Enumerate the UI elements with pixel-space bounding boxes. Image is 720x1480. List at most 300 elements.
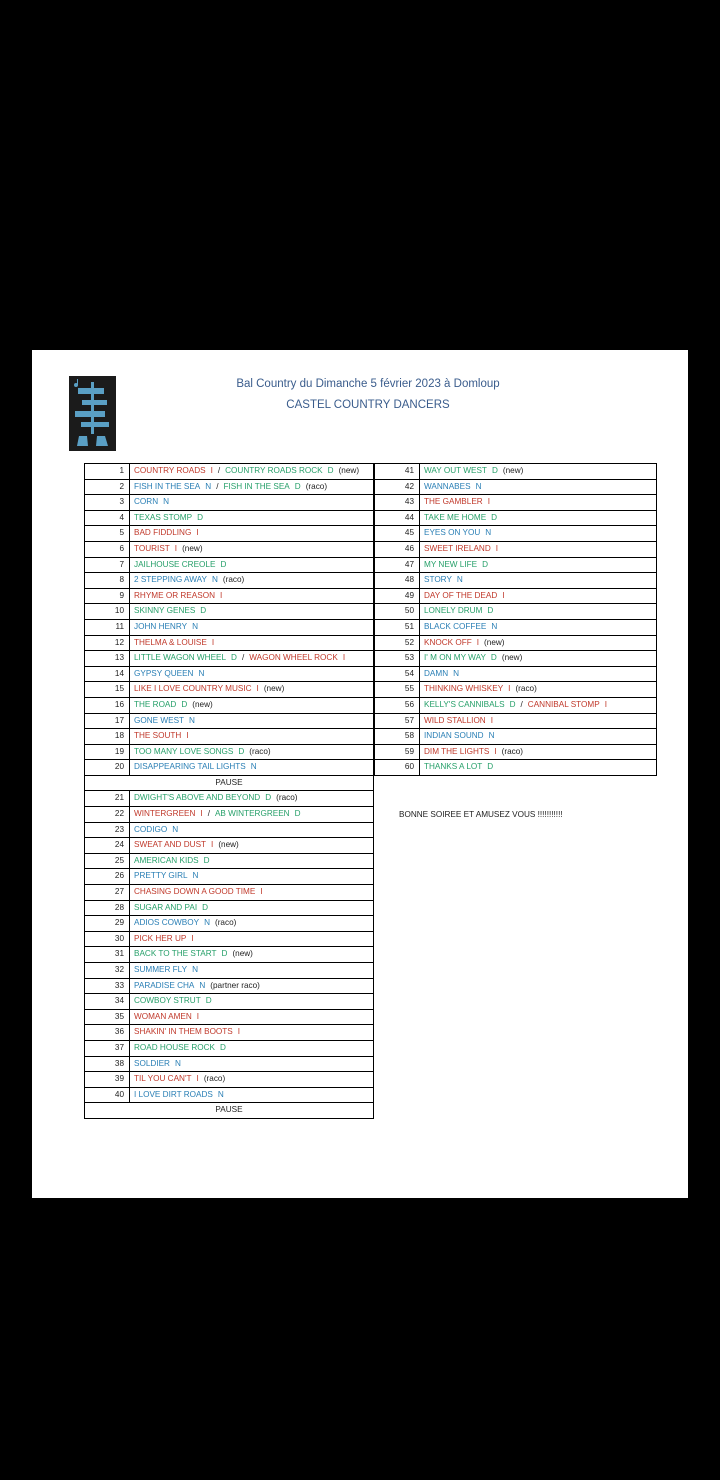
- table-row: [375, 697, 657, 713]
- song-entry: [130, 822, 374, 838]
- table-row: [85, 807, 374, 823]
- song-number: 42: [375, 479, 420, 495]
- separator: /: [216, 481, 219, 491]
- song-number: 53: [375, 651, 420, 667]
- level-code: D: [294, 809, 301, 819]
- song-entry: [130, 713, 374, 729]
- level-code: D: [200, 606, 207, 616]
- song-entry: [420, 464, 657, 480]
- song-title: GYPSY QUEEN: [134, 668, 194, 678]
- song-number: 28: [85, 900, 130, 916]
- song-title: SUGAR AND PAI: [134, 902, 198, 912]
- song-number: 24: [85, 838, 130, 854]
- song-number: 25: [85, 853, 130, 869]
- song-entry: [420, 635, 657, 651]
- song-number: 60: [375, 760, 420, 776]
- level-code: N: [189, 715, 195, 725]
- table-row: [85, 931, 374, 947]
- song-note: (new): [502, 466, 524, 475]
- table-row: [85, 994, 374, 1010]
- song-title: THE GAMBLER: [424, 497, 483, 507]
- song-number: 39: [85, 1072, 130, 1088]
- table-row: [375, 604, 657, 620]
- song-title: COUNTRY ROADS ROCK: [225, 466, 323, 475]
- song-entry: [130, 1009, 374, 1025]
- song-note: (new): [501, 653, 523, 663]
- song-entry: [130, 573, 374, 589]
- song-title: THE SOUTH: [134, 731, 182, 741]
- level-code: N: [456, 575, 463, 585]
- level-code: N: [491, 621, 498, 631]
- song-note: (new): [182, 543, 203, 553]
- table-row: [85, 900, 374, 916]
- level-code: N: [485, 528, 492, 538]
- song-note: (new): [232, 949, 253, 959]
- song-number: 17: [85, 713, 130, 729]
- separator: /: [520, 699, 523, 709]
- pause-label: PAUSE: [85, 1103, 374, 1119]
- table-row: [85, 541, 374, 557]
- table-row: [375, 510, 657, 526]
- level-code: D: [203, 855, 210, 865]
- song-entry: [130, 464, 374, 480]
- song-entry: [420, 557, 657, 573]
- song-title: THINKING WHISKEY: [424, 684, 504, 694]
- song-number: 50: [375, 604, 420, 620]
- table-row: [375, 495, 657, 511]
- song-note: (raco): [305, 481, 328, 491]
- level-code: I: [237, 1027, 241, 1037]
- song-title: FISH IN THE SEA: [134, 481, 201, 491]
- song-title: ADIOS COWBOY: [134, 918, 200, 928]
- song-entry: [420, 651, 657, 667]
- table-row: [85, 760, 374, 776]
- level-code: I: [508, 684, 511, 694]
- level-code: D: [202, 902, 209, 912]
- level-code: D: [221, 949, 228, 959]
- song-title: ROAD HOUSE ROCK: [134, 1042, 215, 1052]
- song-number: 33: [85, 978, 130, 994]
- table-row: [375, 682, 657, 698]
- song-title: FISH IN THE SEA: [223, 481, 290, 491]
- song-number: 48: [375, 573, 420, 589]
- table-row: [85, 651, 374, 667]
- level-code: D: [220, 559, 227, 569]
- song-entry: [130, 931, 374, 947]
- song-number: 38: [85, 1056, 130, 1072]
- song-title: WANNABES: [424, 481, 471, 491]
- table-row: [85, 1072, 374, 1088]
- song-entry: [130, 697, 374, 713]
- song-entry: [420, 729, 657, 745]
- level-code: I: [196, 528, 199, 538]
- song-number: 13: [85, 651, 130, 667]
- song-number: 57: [375, 713, 420, 729]
- table-row: [85, 978, 374, 994]
- table-row: [375, 760, 657, 776]
- table-row: [85, 682, 374, 698]
- song-title: BLACK COFFEE: [424, 621, 487, 631]
- level-code: D: [265, 793, 272, 803]
- song-note: (raco): [249, 746, 271, 756]
- song-entry: [130, 853, 374, 869]
- table-row: [375, 464, 657, 480]
- song-entry: [420, 541, 657, 557]
- song-number: 7: [85, 557, 130, 573]
- song-entry: [130, 557, 374, 573]
- song-entry: [130, 1072, 374, 1088]
- level-code: N: [192, 621, 198, 631]
- song-title: COWBOY STRUT: [134, 996, 201, 1006]
- song-number: 56: [375, 697, 420, 713]
- table-row: [85, 963, 374, 979]
- song-title: AMERICAN KIDS: [134, 855, 199, 865]
- song-note: (raco): [276, 793, 298, 803]
- song-entry: [130, 510, 374, 526]
- level-code: D: [197, 512, 204, 522]
- song-title: WINTERGREEN: [134, 809, 196, 819]
- song-number: 32: [85, 963, 130, 979]
- song-title: THELMA & LOUISE: [134, 637, 207, 647]
- song-number: 14: [85, 666, 130, 682]
- song-title: THE ROAD: [134, 699, 177, 709]
- separator: /: [217, 466, 221, 475]
- song-title: DAMN: [424, 668, 449, 678]
- song-title: BAD FIDDLING: [134, 528, 192, 538]
- song-entry: [130, 838, 374, 854]
- level-code: D: [231, 653, 237, 663]
- song-title: TEXAS STOMP: [134, 512, 193, 522]
- song-number: 58: [375, 729, 420, 745]
- table-row: [375, 479, 657, 495]
- club-name: CASTEL COUNTRY DANCERS: [286, 399, 450, 411]
- song-entry: [130, 1025, 374, 1041]
- song-entry: [130, 994, 374, 1010]
- song-number: 31: [85, 947, 130, 963]
- song-entry: [130, 1056, 374, 1072]
- song-number: 12: [85, 635, 130, 651]
- table-row: [85, 464, 374, 480]
- level-code: D: [491, 466, 498, 475]
- table-row: [85, 619, 374, 635]
- song-title: LITTLE WAGON WHEEL: [134, 653, 227, 663]
- song-title: INDIAN SOUND: [424, 731, 484, 741]
- song-entry: [420, 713, 657, 729]
- song-note: (new): [484, 637, 505, 647]
- pause-label: PAUSE: [85, 775, 374, 791]
- song-number: 35: [85, 1009, 130, 1025]
- song-number: 10: [85, 604, 130, 620]
- level-code: D: [205, 996, 212, 1006]
- song-entry: [130, 744, 374, 760]
- level-code: I: [196, 1074, 199, 1084]
- song-title: 2 STEPPING AWAY: [134, 575, 207, 585]
- song-title: CORN: [134, 497, 159, 507]
- song-title: THANKS A LOT: [424, 762, 483, 772]
- level-code: I: [604, 699, 607, 709]
- song-entry: [130, 963, 374, 979]
- song-title: PARADISE CHA: [134, 980, 195, 990]
- song-entry: [420, 573, 657, 589]
- level-code: I: [186, 731, 189, 741]
- song-title: SOLDIER: [134, 1058, 170, 1068]
- table-row: [85, 916, 374, 932]
- song-title: DWIGHT'S ABOVE AND BEYOND: [134, 793, 261, 803]
- song-number: 20: [85, 760, 130, 776]
- level-code: I: [260, 887, 263, 897]
- song-number: 29: [85, 916, 130, 932]
- song-title: TOO MANY LOVE SONGS: [134, 746, 234, 756]
- song-entry: [130, 978, 374, 994]
- song-entry: [130, 666, 374, 682]
- table-row: [375, 588, 657, 604]
- song-title: RHYME OR REASON: [134, 590, 215, 600]
- table-row: [85, 526, 374, 542]
- table-row: [85, 729, 374, 745]
- song-number: 51: [375, 619, 420, 635]
- song-entry: [130, 619, 374, 635]
- table-row: [85, 822, 374, 838]
- level-code: I: [495, 543, 499, 553]
- song-entry: [130, 885, 374, 901]
- song-title: WOMAN AMEN: [134, 1011, 192, 1021]
- song-entry: [130, 635, 374, 651]
- song-number: 37: [85, 1040, 130, 1056]
- song-title: LIKE I LOVE COUNTRY MUSIC: [134, 684, 252, 694]
- song-entry: [130, 916, 374, 932]
- table-row: [375, 541, 657, 557]
- song-title: SKINNY GENES: [134, 606, 196, 616]
- pause-row: [85, 775, 374, 791]
- song-number: 34: [85, 994, 130, 1010]
- song-number: 2: [85, 479, 130, 495]
- song-title: SUMMER FLY: [134, 965, 188, 974]
- table-row: [85, 588, 374, 604]
- song-entry: [130, 541, 374, 557]
- level-code: N: [163, 497, 170, 507]
- song-title: SHAKIN' IN THEM BOOTS: [134, 1027, 233, 1037]
- level-code: N: [250, 762, 257, 772]
- song-number: 52: [375, 635, 420, 651]
- song-title: WAGON WHEEL ROCK: [249, 653, 338, 663]
- level-code: N: [192, 965, 198, 974]
- song-note: (raco): [203, 1074, 226, 1084]
- table-row: [85, 1025, 374, 1041]
- level-code: N: [488, 731, 495, 741]
- song-note: (raco): [501, 746, 524, 756]
- level-code: N: [453, 668, 460, 678]
- level-code: N: [174, 1058, 181, 1068]
- table-row: [375, 651, 657, 667]
- song-title: CANNIBAL STOMP: [527, 699, 600, 709]
- level-code: N: [199, 980, 206, 990]
- song-entry: [130, 947, 374, 963]
- song-number: 40: [85, 1087, 130, 1103]
- song-title: SWEAT AND DUST: [134, 840, 207, 850]
- song-title: MY NEW LIFE: [424, 559, 478, 569]
- song-entry: [130, 651, 374, 667]
- level-code: N: [475, 481, 482, 491]
- document-page: [32, 350, 688, 1198]
- table-row: [85, 869, 374, 885]
- separator: /: [241, 653, 245, 663]
- level-code: I: [210, 466, 213, 475]
- level-code: I: [200, 809, 203, 819]
- song-title: DISAPPEARING TAIL LIGHTS: [134, 762, 246, 772]
- table-row: [85, 557, 374, 573]
- song-number: 44: [375, 510, 420, 526]
- song-title: KELLY'S CANNIBALS: [424, 699, 505, 709]
- pause-row: [85, 1103, 374, 1119]
- song-note: (new): [263, 684, 285, 694]
- song-title: JOHN HENRY: [134, 621, 188, 631]
- level-code: D: [219, 1042, 226, 1052]
- song-entry: [130, 729, 374, 745]
- song-number: 30: [85, 931, 130, 947]
- song-number: 27: [85, 885, 130, 901]
- song-entry: [420, 697, 657, 713]
- song-number: 18: [85, 729, 130, 745]
- song-entry: [130, 526, 374, 542]
- song-number: 46: [375, 541, 420, 557]
- song-title: BACK TO THE START: [134, 949, 217, 959]
- song-number: 43: [375, 495, 420, 511]
- table-row: [375, 744, 657, 760]
- song-title: TOURIST: [134, 543, 170, 553]
- song-number: 36: [85, 1025, 130, 1041]
- song-number: 45: [375, 526, 420, 542]
- song-title: EYES ON YOU: [424, 528, 481, 538]
- song-number: 19: [85, 744, 130, 760]
- song-number: 55: [375, 682, 420, 698]
- song-entry: [420, 604, 657, 620]
- song-entry: [420, 744, 657, 760]
- table-row: [375, 713, 657, 729]
- song-number: 54: [375, 666, 420, 682]
- table-row: [375, 526, 657, 542]
- level-code: D: [482, 559, 488, 569]
- song-entry: [130, 900, 374, 916]
- level-code: I: [191, 933, 194, 943]
- song-entry: [420, 619, 657, 635]
- song-title: WAY OUT WEST: [424, 466, 487, 475]
- song-number: 4: [85, 510, 130, 526]
- table-row: [375, 635, 657, 651]
- level-code: I: [490, 715, 494, 725]
- song-title: DAY OF THE DEAD: [424, 590, 498, 600]
- song-number: 8: [85, 573, 130, 589]
- song-entry: [130, 682, 374, 698]
- table-row: [85, 573, 374, 589]
- table-row: [375, 666, 657, 682]
- table-row: [85, 1087, 374, 1103]
- level-code: I: [476, 637, 480, 647]
- level-code: D: [327, 466, 334, 475]
- song-title: WILD STALLION: [424, 715, 486, 725]
- song-number: 59: [375, 744, 420, 760]
- level-code: N: [204, 918, 210, 928]
- song-note: (new): [338, 466, 360, 475]
- level-code: N: [211, 575, 218, 585]
- table-row: [375, 729, 657, 745]
- table-row: [85, 853, 374, 869]
- level-code: I: [487, 497, 490, 507]
- song-note: (raco): [214, 918, 237, 928]
- song-title: PRETTY GIRL: [134, 871, 188, 881]
- song-title: JAILHOUSE CREOLE: [134, 559, 216, 569]
- level-code: I: [494, 746, 497, 756]
- song-number: 26: [85, 869, 130, 885]
- song-number: 3: [85, 495, 130, 511]
- song-note: (raco): [222, 575, 245, 585]
- level-code: N: [172, 824, 179, 834]
- level-code: I: [211, 840, 214, 850]
- song-entry: [130, 760, 374, 776]
- song-number: 49: [375, 588, 420, 604]
- level-code: I: [342, 653, 346, 663]
- table-row: [85, 479, 374, 495]
- song-entry: [130, 791, 374, 807]
- table-row: [85, 744, 374, 760]
- level-code: I: [256, 684, 259, 694]
- table-row: [85, 838, 374, 854]
- level-code: N: [198, 668, 205, 678]
- song-title: CHASING DOWN A GOOD TIME: [134, 887, 256, 897]
- level-code: D: [487, 606, 494, 616]
- song-number: 23: [85, 822, 130, 838]
- song-number: 21: [85, 791, 130, 807]
- table-row: [85, 495, 374, 511]
- song-title: COUNTRY ROADS: [134, 466, 206, 475]
- table-row: [85, 604, 374, 620]
- song-entry: [420, 526, 657, 542]
- table-row: [85, 666, 374, 682]
- song-entry: [130, 1087, 374, 1103]
- song-entry: [420, 510, 657, 526]
- song-number: 9: [85, 588, 130, 604]
- song-entry: [130, 1040, 374, 1056]
- song-entry: [420, 666, 657, 682]
- song-number: 41: [375, 464, 420, 480]
- level-code: N: [217, 1089, 224, 1099]
- table-row: [85, 1056, 374, 1072]
- level-code: N: [205, 481, 212, 491]
- song-entry: [130, 869, 374, 885]
- song-title: LONELY DRUM: [424, 606, 483, 616]
- song-title: STORY: [424, 575, 452, 585]
- song-title: I' M ON MY WAY: [424, 653, 486, 663]
- song-title: SWEET IRELAND: [424, 543, 491, 553]
- table-row: [85, 1040, 374, 1056]
- song-entry: [130, 807, 374, 823]
- song-note: (raco): [515, 684, 537, 694]
- song-note: (new): [192, 699, 213, 709]
- level-code: I: [211, 637, 215, 647]
- table-row: [85, 791, 374, 807]
- song-number: 5: [85, 526, 130, 542]
- song-title: PICK HER UP: [134, 933, 187, 943]
- level-code: I: [502, 590, 505, 600]
- table-row: [85, 947, 374, 963]
- song-number: 6: [85, 541, 130, 557]
- table-row: [375, 619, 657, 635]
- table-row: [375, 573, 657, 589]
- table-row: [85, 1009, 374, 1025]
- song-note: (new): [218, 840, 239, 850]
- level-code: D: [509, 699, 516, 709]
- table-row: [85, 697, 374, 713]
- song-title: KNOCK OFF: [424, 637, 472, 647]
